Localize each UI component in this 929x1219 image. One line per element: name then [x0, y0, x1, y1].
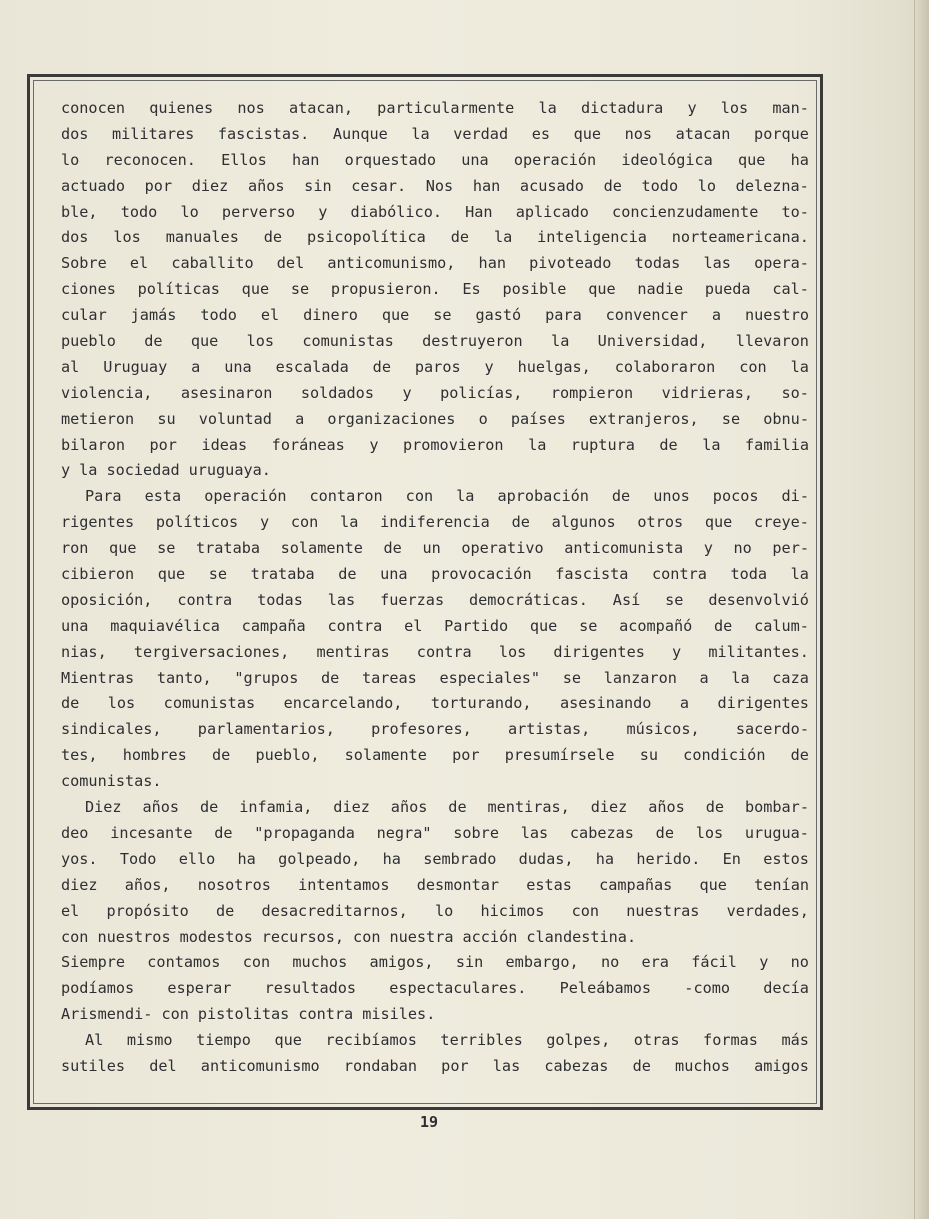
- text-line: Arismendi- con pistolitas contra misiles.: [61, 1005, 436, 1024]
- text-line: conocen quienes nos atacan, particularmente la dictadura y los man-: [61, 99, 809, 117]
- text-line: cibieron que se trataba de una provocación fascista contra toda la: [61, 565, 809, 584]
- text-line: tes, hombres de pueblo, solamente por presumírsele su condición de: [61, 746, 809, 765]
- text-line: actuado por diez años sin cesar. Nos han acusado de todo lo delezna-: [61, 176, 809, 195]
- page-number: 19: [419, 1113, 439, 1131]
- text-line: Siempre contamos con muchos amigos, sin embargo, no era fácil y no: [61, 953, 809, 972]
- text-line: el propósito de desacreditarnos, lo hicimos con nuestras verdades,: [61, 901, 809, 920]
- text-line: y la sociedad uruguaya.: [61, 461, 271, 480]
- text-line: ciones políticas que se propusieron. Es posible que nadie pueda cal-: [61, 280, 809, 299]
- text-line: una maquiavélica campaña contra el Partido que se acompañó de calum-: [61, 616, 809, 635]
- body-text: [61, 96, 809, 1080]
- text-line: lo reconocen. Ellos han orquestado una operación ideológica que ha: [61, 150, 809, 169]
- text-line: de los comunistas encarcelando, torturando, asesinando a dirigentes: [61, 694, 809, 713]
- text-line: ron que se trataba solamente de un operativo anticomunista y no per-: [61, 539, 809, 558]
- text-line: rigentes políticos y con la indiferencia de algunos otros que creye-: [61, 513, 809, 532]
- text-line: violencia, asesinaron soldados y policías, rompieron vidrieras, so-: [61, 383, 809, 402]
- text-line: Al mismo tiempo que recibíamos terribles golpes, otras formas más: [85, 1031, 809, 1050]
- text-line: con nuestros modestos recursos, con nuestra acción clandestina.: [61, 927, 637, 946]
- text-line: comunistas.: [61, 772, 162, 791]
- text-line: metieron su voluntad a organizaciones o países extranjeros, se obnu-: [61, 409, 809, 428]
- text-line: pueblo de que los comunistas destruyeron la Universidad, llevaron: [61, 332, 809, 351]
- page-edge-shadow: [914, 0, 929, 1219]
- text-line: dos militares fascistas. Aunque la verdad es que nos atacan porque: [61, 124, 809, 143]
- text-line: nias, tergiversaciones, mentiras contra los dirigentes y militantes.: [61, 642, 809, 661]
- text-line: Sobre el caballito del anticomunismo, han pivoteado todas las opera-: [61, 254, 809, 273]
- text-line: Diez años de infamia, diez años de mentiras, diez años de bombar-: [85, 798, 809, 817]
- text-line: Para esta operación contaron con la aprobación de unos pocos di-: [85, 487, 809, 506]
- text-line: ble, todo lo perverso y diabólico. Han aplicado concienzudamente to-: [61, 202, 809, 221]
- text-line: cular jamás todo el dinero que se gastó para convencer a nuestro: [61, 306, 809, 325]
- text-line: deo incesante de "propaganda negra" sobre las cabezas de los urugua-: [61, 823, 809, 842]
- text-line: diez años, nosotros intentamos desmontar estas campañas que tenían: [61, 875, 809, 894]
- text-line: al Uruguay a una escalada de paros y huelgas, colaboraron con la: [61, 357, 809, 376]
- text-line: sutiles del anticomunismo rondaban por las cabezas de muchos amigos: [61, 1056, 809, 1075]
- text-line: sindicales, parlamentarios, profesores, artistas, músicos, sacerdo-: [61, 720, 809, 739]
- text-line: bilaron por ideas foráneas y promovieron la ruptura de la familia: [61, 435, 809, 454]
- text-line: oposición, contra todas las fuerzas democráticas. Así se desenvolvió: [61, 590, 809, 609]
- text-line: Mientras tanto, "grupos de tareas especiales" se lanzaron a la caza: [61, 668, 809, 687]
- text-line: dos los manuales de psicopolítica de la inteligencia norteamericana.: [61, 228, 809, 247]
- text-line: podíamos esperar resultados espectaculares. Peleábamos -como decía: [61, 979, 809, 998]
- text-line: yos. Todo ello ha golpeado, ha sembrado dudas, ha herido. En estos: [61, 849, 809, 868]
